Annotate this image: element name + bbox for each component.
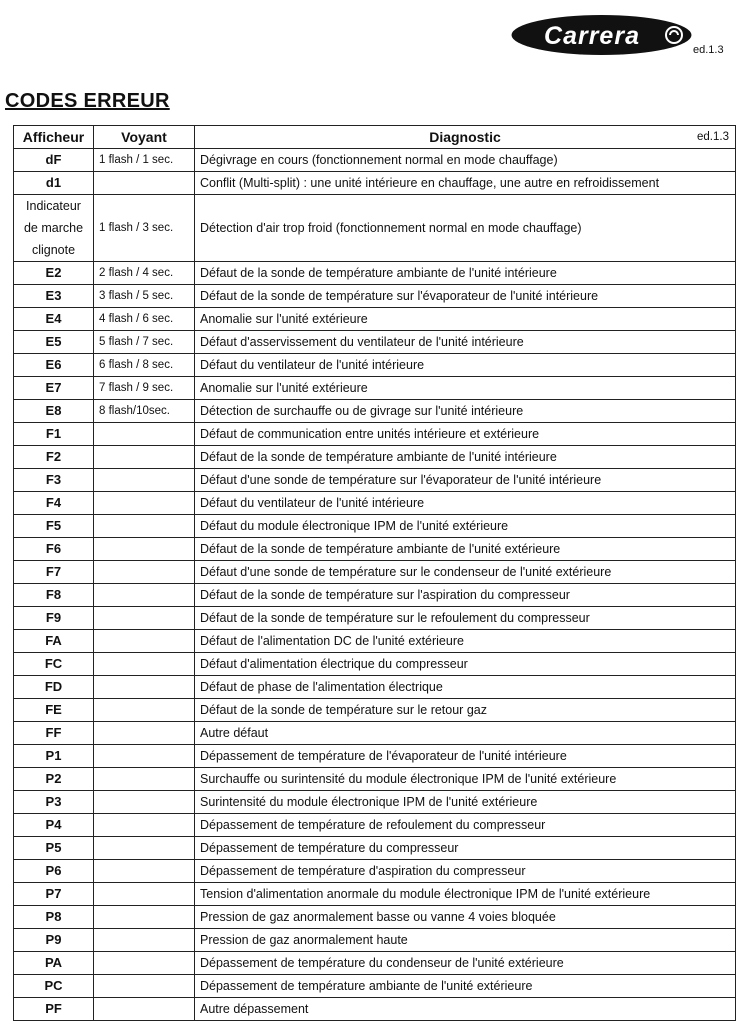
error-code: F5 (14, 515, 94, 538)
led-signal: 4 flash / 6 sec. (94, 308, 195, 331)
error-code: E5 (14, 331, 94, 354)
diagnostic-text: Détection de surchauffe ou de givrage sur l'unité intérieure (195, 400, 736, 423)
diagnostic-text: Surintensité du module électronique IPM de l'unité extérieure (195, 791, 736, 814)
table-row (14, 883, 736, 906)
error-code: F3 (14, 469, 94, 492)
error-code: E2 (14, 262, 94, 285)
table-row (14, 561, 736, 584)
error-code: P9 (14, 929, 94, 952)
table-row (14, 172, 736, 195)
led-signal (94, 814, 195, 837)
table-row (14, 262, 736, 285)
led-signal (94, 423, 195, 446)
error-code: P6 (14, 860, 94, 883)
diagnostic-text: Défaut de la sonde de température sur le refoulement du compresseur (195, 607, 736, 630)
led-signal: 3 flash / 5 sec. (94, 285, 195, 308)
led-signal (94, 929, 195, 952)
error-code: E3 (14, 285, 94, 308)
diagnostic-text: Surchauffe ou surintensité du module électronique IPM de l'unité extérieure (195, 768, 736, 791)
table-row (14, 308, 736, 331)
header-diagnostic-label: Diagnostic (429, 129, 501, 145)
diagnostic-text: Défaut de la sonde de température sur l'aspiration du compresseur (195, 584, 736, 607)
diagnostic-text: Défaut de phase de l'alimentation électrique (195, 676, 736, 699)
table-row (14, 354, 736, 377)
table-row (14, 285, 736, 308)
table-row (14, 745, 736, 768)
error-code: dF (14, 149, 94, 172)
carrera-logo (510, 14, 693, 56)
error-code: FA (14, 630, 94, 653)
diagnostic-text: Défaut de la sonde de température ambiante de l'unité intérieure (195, 446, 736, 469)
table-row (14, 149, 736, 172)
error-code: F7 (14, 561, 94, 584)
table-row (14, 653, 736, 676)
diagnostic-text: Détection d'air trop froid (fonctionnement normal en mode chauffage) (195, 195, 736, 262)
table-row (14, 929, 736, 952)
header-led: Voyant (94, 126, 195, 149)
error-code: FD (14, 676, 94, 699)
table-row (14, 768, 736, 791)
error-code: E4 (14, 308, 94, 331)
header-edition: ed.1.3 (697, 131, 729, 143)
table-row (14, 195, 736, 262)
led-signal (94, 561, 195, 584)
table-header-row (14, 126, 736, 149)
diagnostic-text: Dépassement de température de l'évaporateur de l'unité intérieure (195, 745, 736, 768)
table-row (14, 998, 736, 1021)
diagnostic-text: Dépassement de température de refoulement du compresseur (195, 814, 736, 837)
error-code: F8 (14, 584, 94, 607)
diagnostic-text: Dégivrage en cours (fonctionnement normal en mode chauffage) (195, 149, 736, 172)
led-signal (94, 952, 195, 975)
diagnostic-text: Défaut de la sonde de température sur le retour gaz (195, 699, 736, 722)
error-code: F9 (14, 607, 94, 630)
diagnostic-text: Défaut d'une sonde de température sur le condenseur de l'unité extérieure (195, 561, 736, 584)
diagnostic-text: Pression de gaz anormalement haute (195, 929, 736, 952)
led-signal: 7 flash / 9 sec. (94, 377, 195, 400)
led-signal (94, 469, 195, 492)
header-diagnostic (195, 126, 736, 149)
diagnostic-text: Pression de gaz anormalement basse ou vanne 4 voies bloquée (195, 906, 736, 929)
table-row (14, 400, 736, 423)
error-code: d1 (14, 172, 94, 195)
diagnostic-text: Défaut de l'alimentation DC de l'unité extérieure (195, 630, 736, 653)
led-signal: 8 flash/10sec. (94, 400, 195, 423)
error-code: FE (14, 699, 94, 722)
table-row (14, 699, 736, 722)
led-signal (94, 607, 195, 630)
led-signal (94, 883, 195, 906)
header-display: Afficheur (14, 126, 94, 149)
error-codes-table (13, 125, 736, 1021)
error-code: PC (14, 975, 94, 998)
diagnostic-text: Autre défaut (195, 722, 736, 745)
led-signal: 6 flash / 8 sec. (94, 354, 195, 377)
error-code: E6 (14, 354, 94, 377)
error-code: F1 (14, 423, 94, 446)
table-row (14, 377, 736, 400)
led-signal: 5 flash / 7 sec. (94, 331, 195, 354)
error-code: PF (14, 998, 94, 1021)
diagnostic-text: Défaut du module électronique IPM de l'unité extérieure (195, 515, 736, 538)
led-signal (94, 699, 195, 722)
table-row (14, 630, 736, 653)
led-signal (94, 768, 195, 791)
diagnostic-text: Anomalie sur l'unité extérieure (195, 377, 736, 400)
diagnostic-text: Défaut d'une sonde de température sur l'évaporateur de l'unité intérieure (195, 469, 736, 492)
table-body (14, 149, 736, 1021)
error-code: P7 (14, 883, 94, 906)
led-signal (94, 906, 195, 929)
table-row (14, 492, 736, 515)
diagnostic-text: Défaut de la sonde de température ambiante de l'unité extérieure (195, 538, 736, 561)
table-row (14, 423, 736, 446)
diagnostic-text: Défaut du ventilateur de l'unité intérieure (195, 492, 736, 515)
diagnostic-text: Dépassement de température d'aspiration du compresseur (195, 860, 736, 883)
table-row (14, 952, 736, 975)
table-row (14, 446, 736, 469)
table-row (14, 538, 736, 561)
table-row (14, 722, 736, 745)
led-signal: 1 flash / 3 sec. (94, 195, 195, 262)
led-signal (94, 492, 195, 515)
error-code (14, 195, 94, 262)
diagnostic-text: Tension d'alimentation anormale du module électronique IPM de l'unité extérieure (195, 883, 736, 906)
error-code-line: Indicateur (26, 199, 81, 213)
error-code: P4 (14, 814, 94, 837)
diagnostic-text: Autre dépassement (195, 998, 736, 1021)
led-signal (94, 722, 195, 745)
led-signal: 1 flash / 1 sec. (94, 149, 195, 172)
error-code: FF (14, 722, 94, 745)
diagnostic-text: Dépassement de température du condenseur de l'unité extérieure (195, 952, 736, 975)
led-signal (94, 837, 195, 860)
diagnostic-text: Dépassement de température ambiante de l'unité extérieure (195, 975, 736, 998)
error-code: F6 (14, 538, 94, 561)
led-signal (94, 975, 195, 998)
led-signal (94, 860, 195, 883)
error-code: PA (14, 952, 94, 975)
error-code: P8 (14, 906, 94, 929)
error-code: E7 (14, 377, 94, 400)
error-code: F2 (14, 446, 94, 469)
table-row (14, 975, 736, 998)
led-signal: 2 flash / 4 sec. (94, 262, 195, 285)
led-signal (94, 538, 195, 561)
diagnostic-text: Dépassement de température du compresseur (195, 837, 736, 860)
error-code: FC (14, 653, 94, 676)
led-signal (94, 172, 195, 195)
error-code: F4 (14, 492, 94, 515)
diagnostic-text: Défaut du ventilateur de l'unité intérieure (195, 354, 736, 377)
table-row (14, 469, 736, 492)
table-row (14, 860, 736, 883)
diagnostic-text: Défaut d'asservissement du ventilateur de l'unité intérieure (195, 331, 736, 354)
edition-label: ed.1.3 (693, 44, 724, 56)
error-code: P2 (14, 768, 94, 791)
error-code: P5 (14, 837, 94, 860)
led-signal (94, 998, 195, 1021)
led-signal (94, 515, 195, 538)
table-row (14, 837, 736, 860)
table-row (14, 791, 736, 814)
table-row (14, 906, 736, 929)
led-signal (94, 653, 195, 676)
diagnostic-text: Anomalie sur l'unité extérieure (195, 308, 736, 331)
logo-text: Carrera (544, 22, 640, 50)
error-code: P1 (14, 745, 94, 768)
led-signal (94, 630, 195, 653)
table-row (14, 676, 736, 699)
error-code-line: de marche (23, 221, 84, 235)
led-signal (94, 584, 195, 607)
page-title: CODES ERREUR (5, 90, 170, 112)
table-row (14, 515, 736, 538)
diagnostic-text: Défaut d'alimentation électrique du compresseur (195, 653, 736, 676)
error-code: P3 (14, 791, 94, 814)
table-row (14, 607, 736, 630)
led-signal (94, 446, 195, 469)
diagnostic-text: Conflit (Multi-split) : une unité intérieure en chauffage, une autre en refroidissement (195, 172, 736, 195)
table-row (14, 331, 736, 354)
error-code: E8 (14, 400, 94, 423)
diagnostic-text: Défaut de la sonde de température sur l'évaporateur de l'unité intérieure (195, 285, 736, 308)
led-signal (94, 791, 195, 814)
table-row (14, 584, 736, 607)
diagnostic-text: Défaut de communication entre unités intérieure et extérieure (195, 423, 736, 446)
error-code-line: clignote (31, 243, 76, 257)
diagnostic-text: Défaut de la sonde de température ambiante de l'unité intérieure (195, 262, 736, 285)
table-row (14, 814, 736, 837)
led-signal (94, 676, 195, 699)
led-signal (94, 745, 195, 768)
